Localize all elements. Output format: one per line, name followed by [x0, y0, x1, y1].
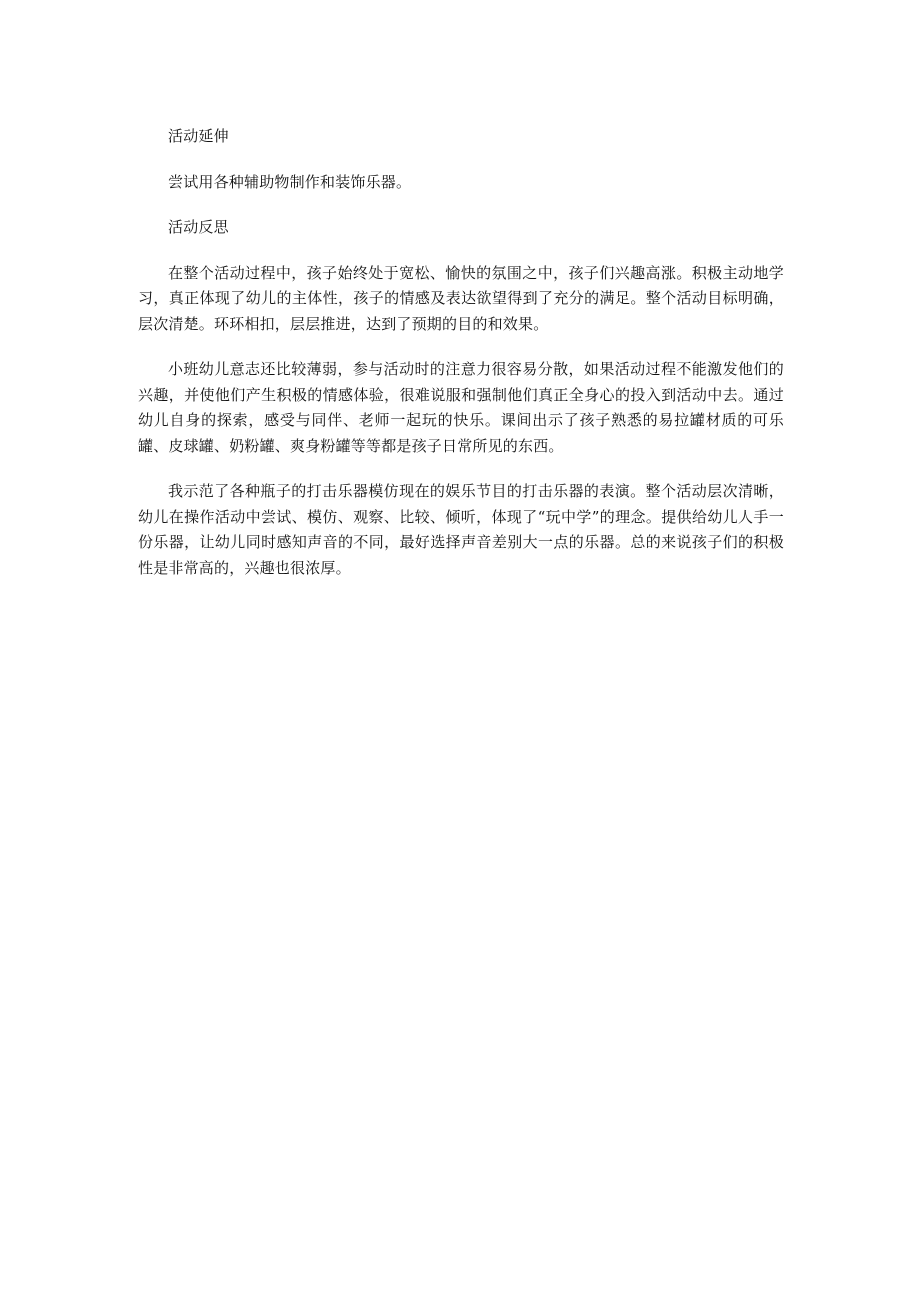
heading-activity-extension: 活动延伸 [168, 127, 229, 145]
document-body [138, 124, 784, 601]
reflection-paragraph-2: 小班幼儿意志还比较薄弱，参与活动时的注意力很容易分散，如果活动过程不能激发他们的兴趣，并使他们产生积极的情感体验，很难说服和强制他们真正全身心的投入到活动中去。通过幼儿自身的探索，感受与同伴、老师一起玩的快乐。课间出示了孩子熟悉的易拉罐材质的可乐罐、皮球罐、奶粉罐、爽身粉罐等等都是孩子日常所见的东西。 [138, 360, 784, 455]
reflection-paragraph-3: 我示范了各种瓶子的打击乐器模仿现在的娱乐节目的打击乐器的表演。整个活动层次清晰，幼儿在操作活动中尝试、模仿、观察、比较、倾听，体现了“玩中学”的理念。提供给幼儿人手一份乐器，让幼儿同时感知声音的不同，最好选择声音差别大一点的乐器。总的来说孩子们的积极性是非常高的，兴趣也很浓厚。 [138, 482, 784, 577]
reflection-paragraph-1: 在整个活动过程中，孩子始终处于宽松、愉快的氛围之中，孩子们兴趣高涨。积极主动地学习，真正体现了幼儿的主体性，孩子的情感及表达欲望得到了充分的满足。整个活动目标明确，层次清楚。环环相扣，层层推进，达到了预期的目的和效果。 [138, 263, 784, 333]
heading-activity-reflection: 活动反思 [168, 218, 229, 236]
activity-extension-text: 尝试用各种辅助物制作和装饰乐器。 [168, 172, 412, 191]
